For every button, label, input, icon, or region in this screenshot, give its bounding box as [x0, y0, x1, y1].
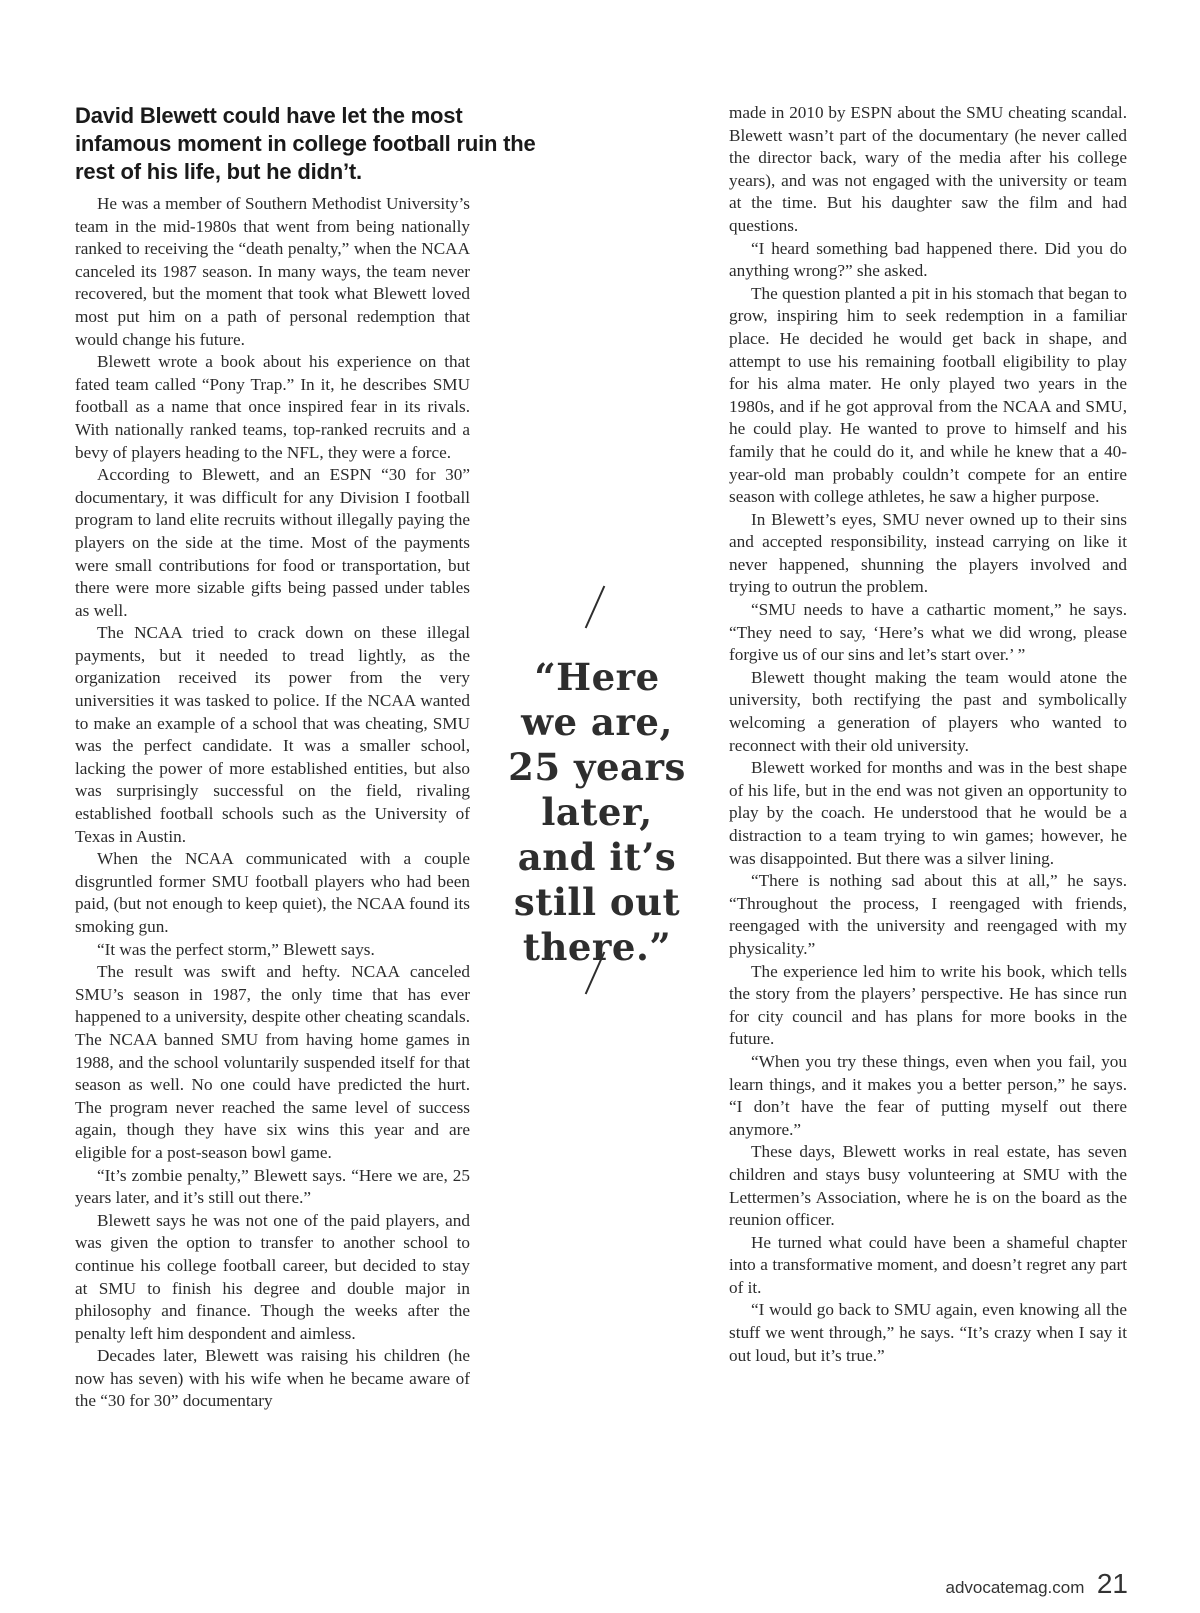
paragraph: These days, Blewett works in real estate, has seven children and stays busy volunteering at SMU with the Lettermen’s Association, where he is on the board as the reunion officer.	[729, 1142, 1127, 1230]
footer-site: advocatemag.com	[945, 1578, 1085, 1597]
paragraph: The experience led him to write his book, which tells the story from the players’ perspective. He has since run for city council and has plans for more books in the future.	[729, 961, 1127, 1049]
article-headline: David Blewett could have let the most infamous moment in college football ruin the rest of his life, but he didn’t.	[75, 103, 536, 184]
paragraph: Blewett says he was not one of the paid players, and was given the option to transfer to another school to continue his college football career, but decided to stay at SMU to finish his degree and double major in philosophy and finance. Though the weeks after the penalty left him despondent and aimless.	[75, 1210, 470, 1343]
paragraph: When the NCAA communicated with a couple disgruntled former SMU football players who had been paid, (but not enough to keep quiet), the NCAA found its smoking gun.	[75, 849, 470, 936]
paragraph: In Blewett’s eyes, SMU never owned up to their sins and accepted responsibility, instead carrying on like it never happened, shunning the players involved and trying to outrun the problem.	[729, 509, 1127, 597]
paragraph: The question planted a pit in his stomach that began to grow, inspiring him to seek redemption in a familiar place. He decided he would get back in shape, and attempt to use his remaining football eligibility to play for his alma mater. He only played two years in the 1980s, and if he got approval from the NCAA and SMU, he could play. He wanted to prove to himself and his family that he could do it, and while he knew that a 40-year-old man probably couldn’t compete for an entire season with college athletes, he saw a higher purpose.	[729, 283, 1127, 507]
paragraph: Blewett thought making the team would atone the university, both rectifying the past and symbolically welcoming a generation of players who wanted to reconnect with their old university.	[729, 667, 1127, 755]
paragraph: He was a member of Southern Methodist University’s team in the mid-1980s that went from being nationally ranked to receiving the “death penalty,” when the NCAA canceled its 1987 season. In many ways, the team never recovered, but the moment that took what Blewett loved most put him on a path of personal redemption that would change his future.	[75, 194, 470, 349]
paragraph: “It’s zombie penalty,” Blewett says. “Here we are, 25 years later, and it’s still out there.”	[75, 1165, 470, 1208]
paragraph: The NCAA tried to crack down on these illegal payments, but it needed to tread lightly, as the organization received its power from the very universities it was tasked to police. If the NCAA wanted to make an example of a school that was cheating, SMU was the perfect candidate. It was a smaller school, lacking the power of more established entities, but also was surprisingly successful on the field, rivaling established football schools such as the University of Texas in Austin.	[75, 623, 470, 846]
paragraph: “I would go back to SMU again, even knowing all the stuff we went through,” he says. “It’s crazy when I say it out loud, but it’s true.”	[729, 1300, 1127, 1365]
paragraph: “SMU needs to have a cathartic moment,” he says. “They need to say, ‘Here’s what we did wrong, please forgive us of our sins and let’s start over.’ ”	[729, 600, 1127, 665]
paragraph: He turned what could have been a shameful chapter into a transformative moment, and doesn’t regret any part of it.	[729, 1232, 1127, 1297]
right-column	[729, 102, 1127, 1367]
left-column	[75, 193, 470, 1413]
page-number: 21	[1096, 1568, 1128, 1599]
paragraph: “When you try these things, even when you fail, you learn things, and it makes you a better person,” he says. “I don’t have the fear of putting myself out there anymore.”	[729, 1051, 1127, 1139]
page-footer	[945, 1568, 1128, 1600]
pull-quote-slash-top	[585, 586, 606, 629]
paragraph: The result was swift and hefty. NCAA canceled SMU’s season in 1987, the only time that has ever happened to a university, despite other cheating scandals. The NCAA banned SMU from having home games in 1988, and the school voluntarily suspended itself for that season as well. No one could have predicted the hurt. The program never reached the same level of success again, though they have six wins this year and are eligible for a post-season bowl game.	[75, 962, 470, 1162]
paragraph: Decades later, Blewett was raising his children (he now has seven) with his wife when he became aware of the “30 for 30” documentary	[75, 1346, 470, 1411]
paragraph: “There is nothing sad about this at all,” he says. “Throughout the process, I reengaged with friends, reengaged with the university and reengaged with my physicality.”	[729, 871, 1127, 958]
paragraph: “I heard something bad happened there. Did you do anything wrong?” she asked.	[729, 238, 1127, 281]
paragraph: According to Blewett, and an ESPN “30 for 30” documentary, it was difficult for any Division I football program to land elite recruits without illegally paying the players on the side at the time. Most of the payments were small contributions for food or transportation, but there were more sizable gifts being passed under tables as well.	[75, 465, 470, 620]
paragraph-continuation: made in 2010 by ESPN about the SMU cheating scandal. Blewett wasn’t part of the documentary (he never called the director back, wary of the media after his college years), and was not engaged with the university or team at the time. But his daughter saw the film and had questions.	[729, 103, 1127, 235]
pull-quote: “Here we are, 25 years later, and it’s still out there.”	[508, 655, 686, 969]
paragraph: “It was the perfect storm,” Blewett says.	[97, 939, 375, 959]
paragraph: Blewett worked for months and was in the best shape of his life, but in the end was not given an opportunity to play by the coach. He understood that he would be a distraction to a team trying to win games; however, he was disappointed. But there was a silver lining.	[729, 758, 1127, 868]
paragraph: Blewett wrote a book about his experience on that fated team called “Pony Trap.” In it, he describes SMU football as a name that once inspired fear in its rivals. With nationally ranked teams, top-ranked recruits and a bevy of players heading to the NFL, they were a force.	[75, 352, 470, 462]
